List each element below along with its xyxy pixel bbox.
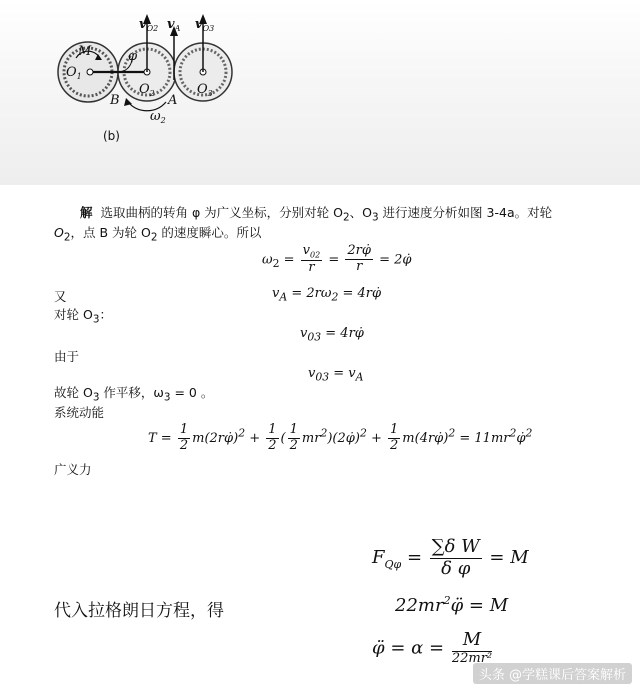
gu-lun-sub2: 3 [163, 391, 171, 404]
figure-caption: (b) [103, 129, 120, 143]
label-v-a: $v_A$ [167, 17, 181, 33]
equation-omega2: $\omega_2$ = $\frac{v_{02}}{r}$ = $\frac{2r\varphi̇}{r}$ = 2φ̇ [262, 243, 412, 275]
equation-alpha [372, 630, 494, 667]
para2-c: 的速度瞬心。所以 [157, 225, 262, 240]
solution-line-1: 解 选取曲柄的转角 φ 为广义坐标，分别对轮 $O_2$、$O_3$ 进行速度分析如图 3-4a。对轮 [80, 205, 553, 224]
eq1-f2num: 2rφ̇ [347, 243, 371, 259]
label-v-o2: $v_{O2}$ [139, 17, 159, 33]
eq3-rest: = 4rφ̇ [321, 326, 364, 341]
equation-va [272, 286, 381, 304]
para1-a: 选取曲柄的转角 φ 为广义坐标，分别对轮 O [100, 205, 343, 220]
pin-o1 [87, 69, 93, 75]
eq5-sq3: 2 [359, 426, 367, 440]
eq7-a: 22mr [395, 595, 444, 616]
eq6-num: ∑δ W [431, 536, 480, 557]
eq5-half2-num: 1 [268, 422, 277, 437]
eq7-sup: 2 [443, 594, 451, 607]
eq2-v: v [272, 286, 280, 301]
gu-lun-sub: 3 [92, 391, 100, 404]
eq5-c: mr [301, 430, 321, 446]
eq5-half1-num: 1 [179, 422, 189, 437]
eq4-v: v [308, 366, 316, 381]
eq1-rhs: = 2φ̇ [379, 252, 412, 268]
eq4-mid: = v [329, 366, 356, 381]
gu-lun-text: 故轮 O [54, 385, 93, 400]
equation-vo3 [300, 326, 364, 344]
eq5-half-1 [178, 423, 190, 454]
eq5-plus2: + [370, 430, 382, 446]
eq3-sub: 03 [307, 330, 322, 344]
eq5-half3-den: 2 [289, 437, 298, 453]
eq6-den: δ φ [441, 557, 471, 579]
eq6-frac [430, 537, 482, 579]
eq5-half4-num: 1 [390, 422, 399, 437]
eq5-half2-den: 2 [268, 437, 277, 453]
eq2-rest: = 2rω [287, 286, 332, 301]
label-o2: $O_2$ [139, 82, 155, 98]
mechanism-figure [0, 0, 260, 130]
eq5-half4-den: 2 [390, 437, 399, 453]
eq5-e: m(4rφ̇) [402, 430, 449, 446]
eq6-f: F [372, 547, 385, 569]
solution-jie: 解 [80, 205, 93, 220]
eq2-sub: A [279, 290, 288, 304]
label-m: M [78, 44, 92, 59]
eq5-b: ( [280, 430, 286, 446]
para1-c: 进行速度分析如图 3-4a。对轮 [378, 205, 553, 220]
label-v-o3: $v_{O3}$ [195, 17, 215, 33]
eq5-half-3 [288, 423, 300, 454]
eq3-v: v [300, 326, 308, 341]
eq5-sq6: 2 [525, 426, 533, 440]
eq5-sq1: 2 [238, 426, 246, 440]
dui-lun-sub: 3 [92, 313, 100, 326]
gu-lun-end: 作平移，ω [99, 385, 164, 400]
eq1-frac1 [301, 244, 323, 276]
label-you: 又 [54, 289, 67, 304]
eq5-sq2: 2 [320, 426, 328, 440]
eq8-num: M [452, 630, 492, 652]
eq5-half3-num: 1 [289, 422, 298, 437]
equation-generalized-force: $F_{Q\varphi}$ = $\frac{\text{∑δ W}}{\text{δ φ}}$ = M [372, 536, 529, 579]
eq1-lhs: ω [262, 252, 273, 268]
eq5-sq4: 2 [448, 426, 456, 440]
eq5-d: )(2φ̇) [327, 430, 360, 446]
eq8-den: 22mr² [451, 650, 493, 666]
equation-vo3-va [308, 366, 363, 384]
eq1-f1num-sub: 02 [310, 250, 321, 260]
label-dairu: 代入拉格朗日方程，得 [54, 601, 224, 621]
eq5-half-2 [266, 423, 278, 454]
label-phi: φ [128, 49, 138, 64]
label-a: A [168, 93, 178, 108]
eq1-frac2 [345, 244, 373, 275]
eq2-sub2: 2 [331, 290, 339, 304]
para2-b: ，点 B 为轮 O [70, 225, 151, 240]
eq7-rest: φ̈ = M [450, 595, 509, 616]
label-guangyili: 广义力 [54, 462, 92, 477]
watermark: 头条 @学糕课后答案解析 [473, 663, 632, 684]
label-omega2: $\omega_2$ [150, 109, 166, 125]
label-xitong: 系统动能 [54, 405, 105, 420]
dui-lun-text: 对轮 O [54, 307, 93, 322]
label-dui-lun [54, 305, 112, 326]
eq5-half-4 [388, 423, 400, 454]
eq8-lhs: φ̈ = α = [372, 637, 445, 659]
equation-kinetic-energy [148, 423, 532, 454]
eq6-rhs: = M [489, 547, 529, 569]
eq4-sub2: A [355, 370, 364, 384]
label-o1: $O_1$ [66, 65, 82, 81]
eq2-end: = 4rφ̇ [338, 286, 382, 301]
gu-lun-end2: = 0 。 [170, 385, 214, 400]
equation-lagrange [395, 594, 508, 616]
eq5-half1-den: 2 [179, 437, 189, 453]
eq8-frac [452, 630, 492, 667]
eq5-plus1: + [249, 430, 261, 446]
para2-a: O [54, 225, 64, 240]
eq5-f: = 11mr [455, 430, 510, 446]
eq1-f1den: r [308, 259, 315, 275]
eq5-t: T = [148, 430, 172, 446]
label-o3: $O_3$ [197, 82, 213, 98]
label-b: B [110, 93, 120, 108]
solution-line-2: $O_2$，点 B 为轮 $O_2$ 的速度瞬心。所以 [54, 225, 262, 244]
eq5-g: φ̇ [516, 430, 526, 446]
dui-lun-end: ： [99, 307, 112, 322]
eq1-f1num: v [302, 243, 311, 258]
eq4-sub: 03 [315, 370, 330, 384]
eq6-f-sub: Qφ [384, 557, 402, 571]
eq5-sq5: 2 [509, 426, 517, 440]
eq1-lhs-sub: 2 [272, 256, 280, 270]
eq1-f2den: r [356, 259, 363, 275]
eq5-a: m(2rφ̇) [192, 430, 239, 446]
para1-b: 、O [349, 205, 372, 220]
label-gu-lun [54, 383, 213, 404]
label-youyu: 由于 [54, 349, 80, 364]
